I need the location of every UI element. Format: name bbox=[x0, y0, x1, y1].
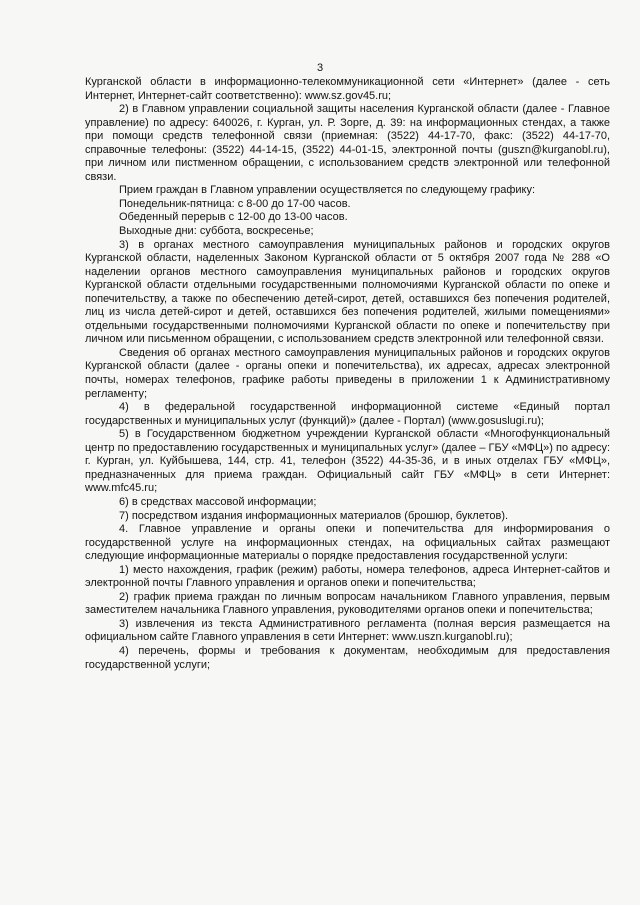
paragraph: 3) извлечения из текста Административного регламента (полная версия размещается на официальном сайте Главного управления в сети Интернет: www.uszn.kurganobl.ru); bbox=[85, 617, 610, 644]
paragraph: 4. Главное управление и органы опеки и попечительства для информирования о государственной услуге на информационных стендах, на официальных сайтах размещают следующие информационные материалы о порядке предоставления государственной услуги: bbox=[85, 523, 610, 563]
paragraph: Понедельник-пятница: с 8-00 до 17-00 часов. bbox=[119, 197, 351, 210]
paragraph: 2) график приема граждан по личным вопросам начальником Главного управления, первым заместителем начальника Главного управления, руководителями органов опеки и попечительства; bbox=[85, 590, 610, 617]
paragraph: 4) перечень, формы и требования к документам, необходимым для предоставления государственной услуги; bbox=[85, 644, 610, 671]
paragraph: Обеденный перерыв с 12-00 до 13-00 часов. bbox=[119, 211, 348, 224]
paragraph: 1) место нахождения, график (режим) работы, номера телефонов, адреса Интернет-сайтов и электронной почты Главного управления и органов опеки и попечительства; bbox=[85, 563, 610, 590]
page-number: 3 bbox=[316, 62, 324, 74]
paragraph: 5) в Государственном бюджетном учреждении Курганской области «Многофункциональный центр по предоставлению государственных и муниципальных услуг» (далее – ГБУ «МФЦ») по адресу: г. Курган, ул. Куйбышева, 144, стр. 41, телефон (3522) 44-35-36, и в иных отделах ГБУ «МФЦ», предназначенных для приема граждан. Официальный сайт ГБУ «МФЦ» в сети Интернет: www.mfc45.ru; bbox=[85, 428, 610, 495]
paragraph: 4) в федеральной государственной информационной системе «Единый портал государственных и муниципальных услуг (функций)» (далее - Портал) (www.gosuslugi.ru); bbox=[85, 401, 610, 427]
paragraph: Выходные дни: суббота, воскресенье; bbox=[119, 225, 314, 238]
paragraph: 3) в органах местного самоуправления муниципальных районов и городских округов Курганской области, наделенных Законом Курганской области от 5 октября 2007 года № 288 «О наделении органов местного самоуправления муниципальных районов и городских округов Курганской области отдельными государственными полномочиями Курганской области по опеке и попечительству, а также по обеспечению детей-сирот, детей, оставшихся без попечения родителей, лиц из числа детей-сирот и детей, оставшихся без попечения родителей, жилыми помещениями» отдельными государственными полномочиями Курганской области по опеке и попечительству при личном или письменном обращении, с использованием средств электронной или телефонной связи. bbox=[85, 238, 610, 346]
document-body bbox=[85, 76, 610, 672]
paragraph: 6) в средствах массовой информации; bbox=[119, 495, 317, 508]
paragraph: Курганской области в информационно-телекоммуникационной сети «Интернет» (далее - сеть Интернет, Интернет-сайт соответственно): www.sz.gov45.ru; bbox=[85, 76, 610, 102]
paragraph: Прием граждан в Главном управлении осуществляется по следующему графику: bbox=[119, 184, 536, 197]
paragraph: Сведения об органах местного самоуправления муниципальных районов и городских округов Курганской области (далее - органы опеки и попечительства), их адресах, адресах электронной почты, номерах телефонов, графике работы приведены в приложении 1 к Административному регламенту; bbox=[85, 346, 610, 400]
paragraph: 2) в Главном управлении социальной защиты населения Курганской области (далее - Главное управление) по адресу: 640026, г. Курган, ул. Р. Зорге, д. 39: на информационных стендах, а также при помощи средств телефонной связи (приемная: (3522) 44-17-70, факс: (3522) 44-17-70, справочные телефоны: (3522) 44-14-15, (3522) 44-01-15, электронной почты (guszn@kurganobl.ru), при личном или пистменном обращении, с использованием средств электронной или телефонной связи. bbox=[85, 103, 610, 183]
paragraph: 7) посредством издания информационных материалов (брошюр, буклетов). bbox=[119, 509, 509, 522]
